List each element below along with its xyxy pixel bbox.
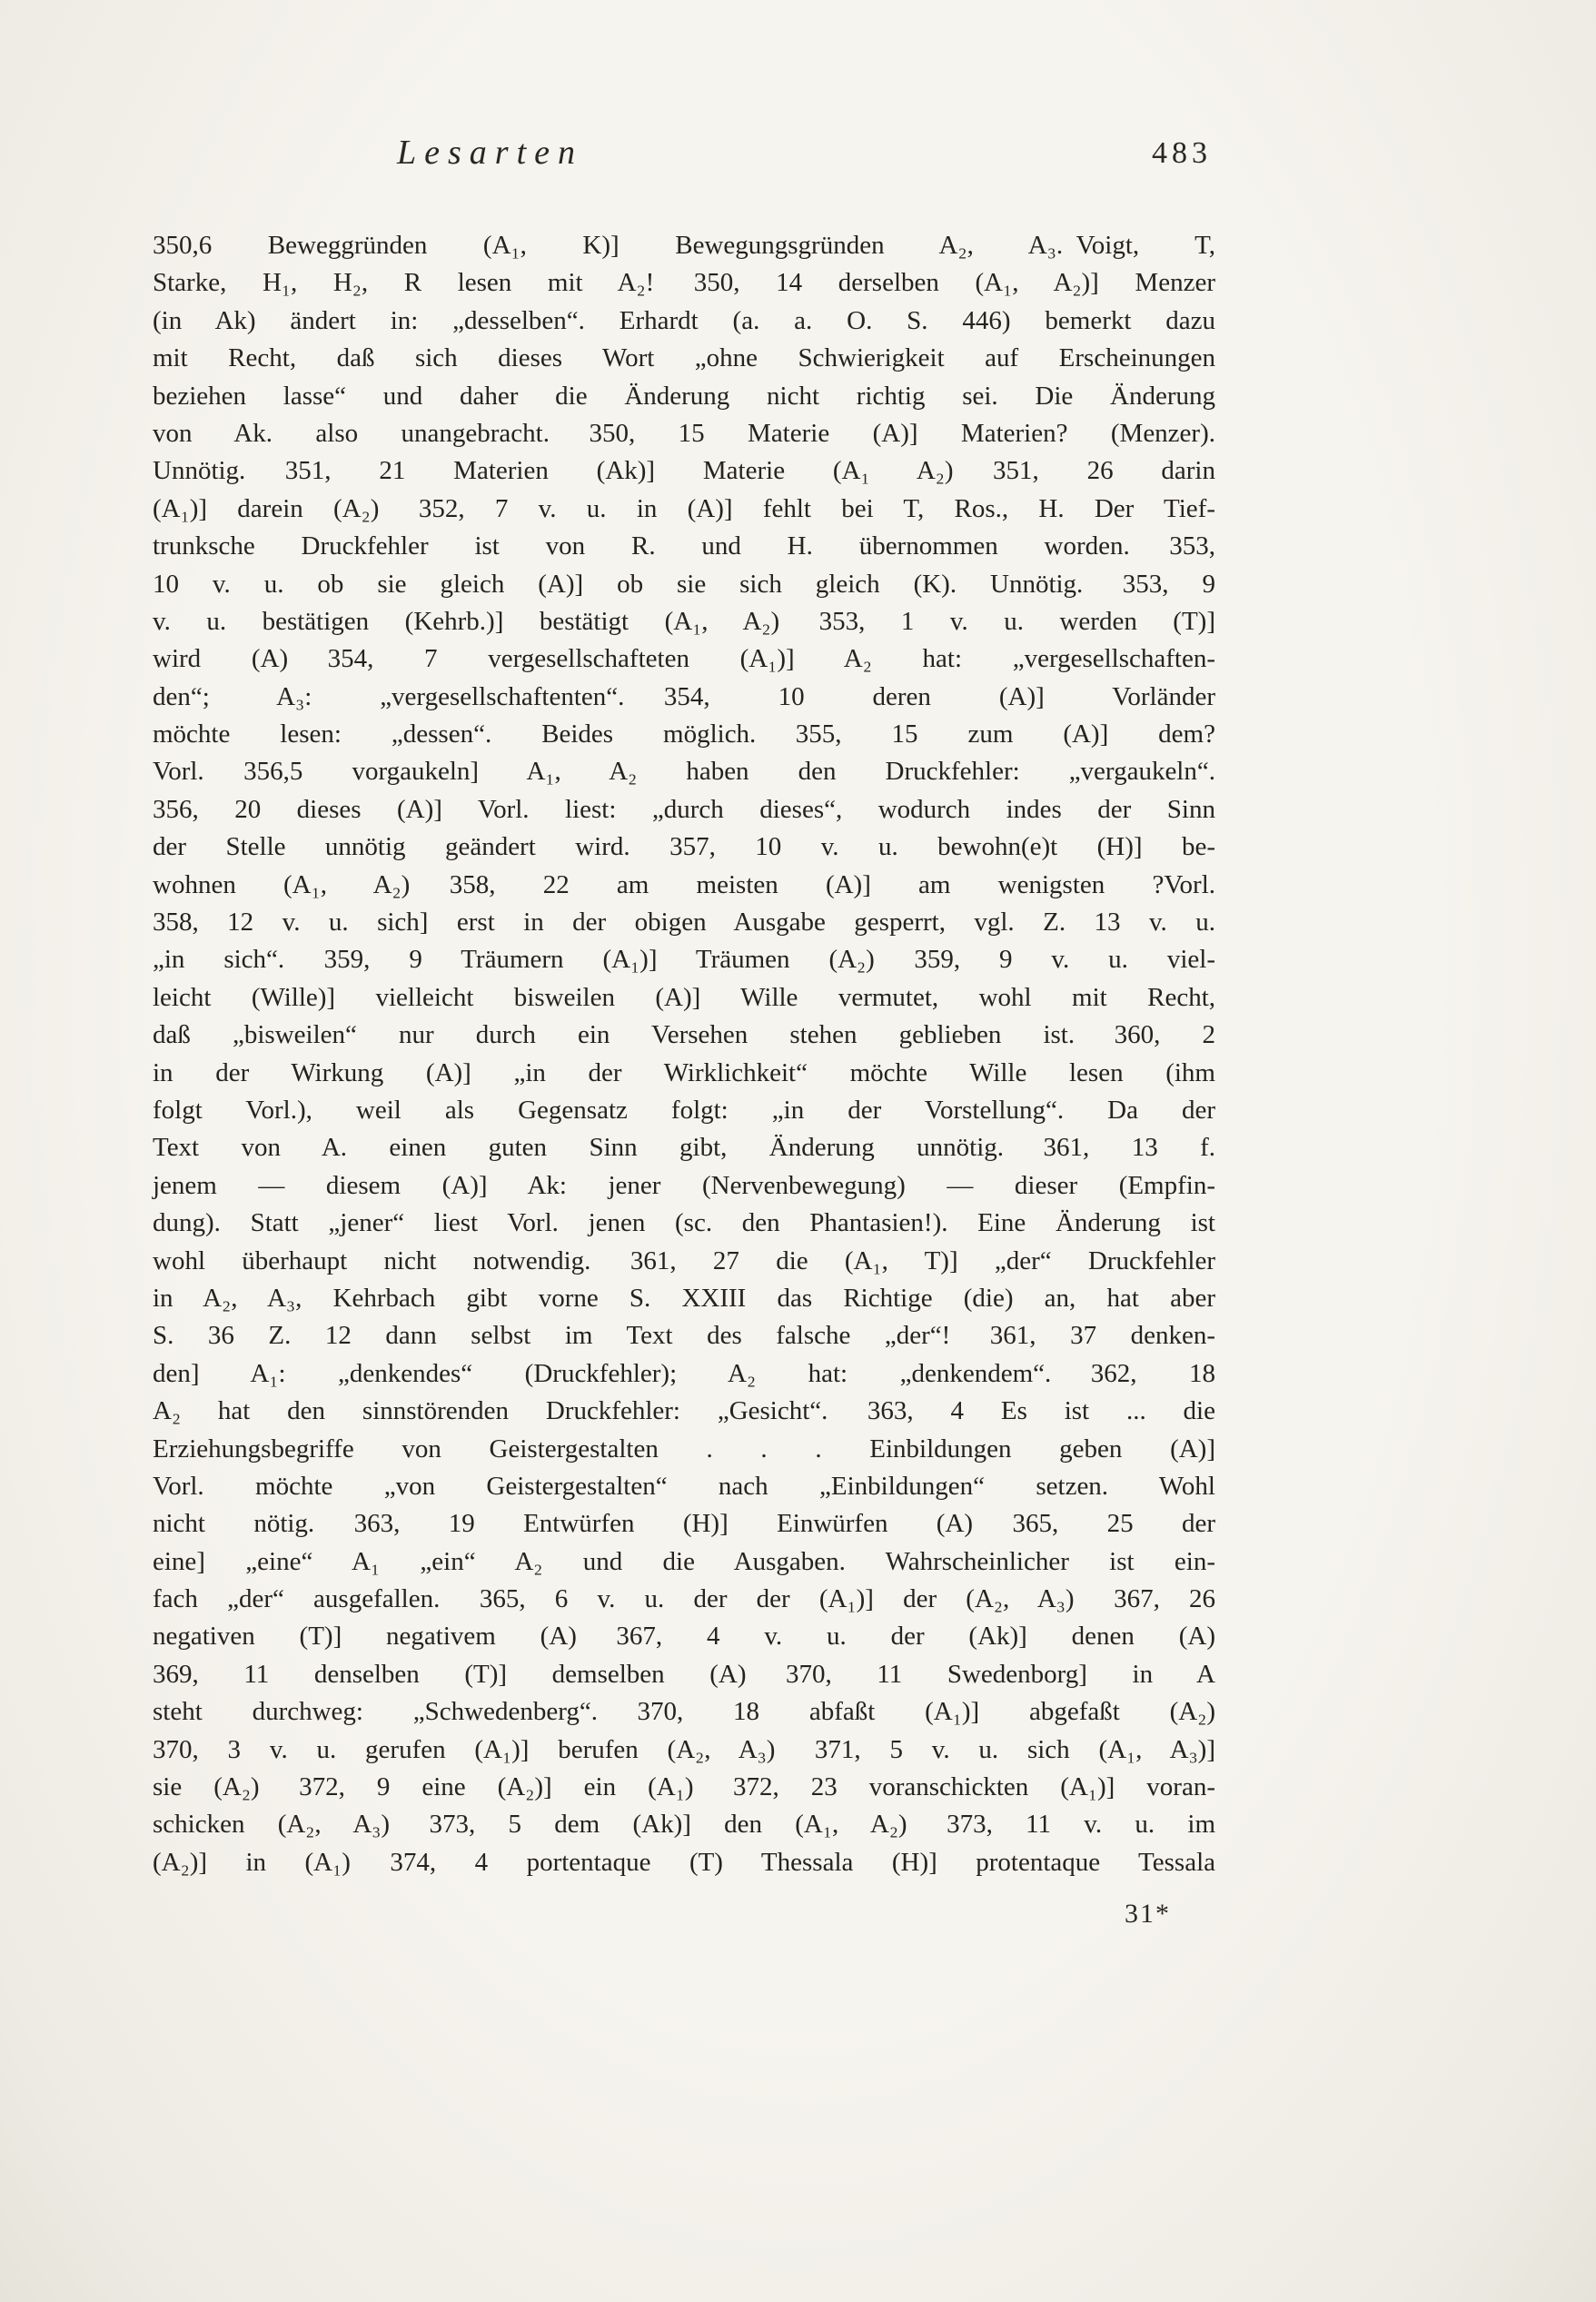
text-line: folgt Vorl.), weil als Gegensatz folgt: „in der Vorstellung“. Da der: [153, 1095, 1215, 1125]
text-line: „in sich“. 359, 9 Träumern (A₁)] Träumen (A₂) 359, 9 v. u. viel-: [153, 945, 1215, 975]
text-line: 10 v. u. ob sie gleich (A)] ob sie sich gleich (K). Unnötig. 353, 9: [153, 569, 1215, 599]
signature-mark: 31*: [1125, 1899, 1171, 1929]
body-text: [153, 227, 1215, 1881]
page-title: Lesarten: [397, 134, 583, 172]
text-line: 369, 11 denselben (T)] demselben (A) 370, 11 Swedenborg] in A: [153, 1659, 1215, 1689]
text-line: wohnen (A₁, A₂) 358, 22 am meisten (A)] am wenigsten ?Vorl.: [153, 869, 1215, 899]
text-line: der Stelle unnötig geändert wird. 357, 10 v. u. bewohn(e)t (H)] be-: [153, 832, 1215, 862]
text-line: Erziehungsbegriffe von Geistergestalten . . . Einbildungen geben (A)]: [153, 1434, 1215, 1464]
text-line: 356, 20 dieses (A)] Vorl. liest: „durch dieses“, wodurch indes der Sinn: [153, 794, 1215, 824]
text-line: negativen (T)] negativem (A) 367, 4 v. u. der (Ak)] denen (A): [153, 1622, 1215, 1652]
text-line: leicht (Wille)] vielleicht bisweilen (A)] Wille vermutet, wohl mit Recht,: [153, 982, 1215, 1012]
text-line: trunksche Druckfehler ist von R. und H. übernommen worden. 353,: [153, 531, 1215, 561]
text-line: Vorl. möchte „von Geistergestalten“ nach „Einbildungen“ setzen. Wohl: [153, 1471, 1215, 1501]
text-line: schicken (A₂, A₃) 373, 5 dem (Ak)] den (A₁, A₂) 373, 11 v. u. im: [153, 1810, 1215, 1840]
text-line: 350,6 Beweggründen (A₁, K)] Bewegungsgründen A₂, A₃. Voigt, T,: [153, 231, 1215, 260]
text-line: steht durchweg: „Schwedenberg“. 370, 18 abfaßt (A₁)] abgefaßt (A₂): [153, 1697, 1215, 1727]
text-line: beziehen lasse“ und daher die Änderung nicht richtig sei. Die Änderung: [153, 381, 1215, 411]
text-line: 370, 3 v. u. gerufen (A₁)] berufen (A₂, A₃) 371, 5 v. u. sich (A₁, A₃)]: [153, 1734, 1215, 1764]
text-line: S. 36 Z. 12 dann selbst im Text des falsche „der“! 361, 37 denken-: [153, 1321, 1215, 1351]
text-line: nicht nötig. 363, 19 Entwürfen (H)] Einwürfen (A) 365, 25 der: [153, 1509, 1215, 1539]
text-line: (A₁)] darein (A₂) 352, 7 v. u. in (A)] fehlt bei T, Ros., H. Der Tief-: [153, 493, 1215, 523]
text-line: Starke, H₁, H₂, R lesen mit A₂! 350, 14 derselben (A₁, A₂)] Menzer: [153, 268, 1215, 298]
text-line: 358, 12 v. u. sich] erst in der obigen Ausgabe gesperrt, vgl. Z. 13 v. u.: [153, 908, 1215, 938]
text-line: dung). Statt „jener“ liest Vorl. jenen (sc. den Phantasien!). Eine Änderung ist: [153, 1208, 1215, 1238]
text-line: mit Recht, daß sich dieses Wort „ohne Schwierigkeit auf Erscheinungen: [153, 343, 1215, 373]
text-line: A₂ hat den sinnstörenden Druckfehler: „Gesicht“. 363, 4 Es ist ... die: [153, 1396, 1215, 1426]
text-line: eine] „eine“ A₁ „ein“ A₂ und die Ausgaben. Wahrscheinlicher ist ein-: [153, 1546, 1215, 1576]
text-line: jenem — diesem (A)] Ak: jener (Nervenbewegung) — dieser (Empfin-: [153, 1170, 1215, 1200]
text-line: (A₂)] in (A₁) 374, 4 portentaque (T) Thessala (H)] protentaque Tessala: [153, 1847, 1215, 1877]
text-line: in A₂, A₃, Kehrbach gibt vorne S. XXIII das Richtige (die) an, hat aber: [153, 1283, 1215, 1313]
text-line: wohl überhaupt nicht notwendig. 361, 27 die (A₁, T)] „der“ Druckfehler: [153, 1245, 1215, 1275]
text-line: den] A₁: „denkendes“ (Druckfehler); A₂ hat: „denkendem“. 362, 18: [153, 1358, 1215, 1388]
text-line: von Ak. also unangebracht. 350, 15 Materie (A)] Materien? (Menzer).: [153, 418, 1215, 448]
text-line: Unnötig. 351, 21 Materien (Ak)] Materie (A₁ A₂) 351, 26 darin: [153, 456, 1215, 486]
text-line: (in Ak) ändert in: „desselben“. Erhardt (a. a. O. S. 446) bemerkt dazu: [153, 305, 1215, 335]
page-number: 483: [1152, 136, 1212, 170]
text-line: Text von A. einen guten Sinn gibt, Änderung unnötig. 361, 13 f.: [153, 1133, 1215, 1163]
text-line: fach „der“ ausgefallen. 365, 6 v. u. der der (A₁)] der (A₂, A₃) 367, 26: [153, 1584, 1215, 1614]
text-line: Vorl. 356,5 vorgaukeln] A₁, A₂ haben den Druckfehler: „vergaukeln“.: [153, 757, 1215, 787]
text-line: den“; A₃: „vergesellschaftenten“. 354, 10 deren (A)] Vorländer: [153, 681, 1215, 711]
text-line: daß „bisweilen“ nur durch ein Versehen stehen geblieben ist. 360, 2: [153, 1020, 1215, 1050]
text-line: möchte lesen: „dessen“. Beides möglich. 355, 15 zum (A)] dem?: [153, 719, 1215, 749]
text-line: sie (A₂) 372, 9 eine (A₂)] ein (A₁) 372, 23 voranschickten (A₁)] voran-: [153, 1772, 1215, 1802]
text-line: in der Wirkung (A)] „in der Wirklichkeit“ möchte Wille lesen (ihm: [153, 1057, 1215, 1087]
text-line: v. u. bestätigen (Kehrb.)] bestätigt (A₁, A₂) 353, 1 v. u. werden (T)]: [153, 606, 1215, 636]
text-line: wird (A) 354, 7 vergesellschafteten (A₁)] A₂ hat: „vergesellschaften-: [153, 644, 1215, 674]
